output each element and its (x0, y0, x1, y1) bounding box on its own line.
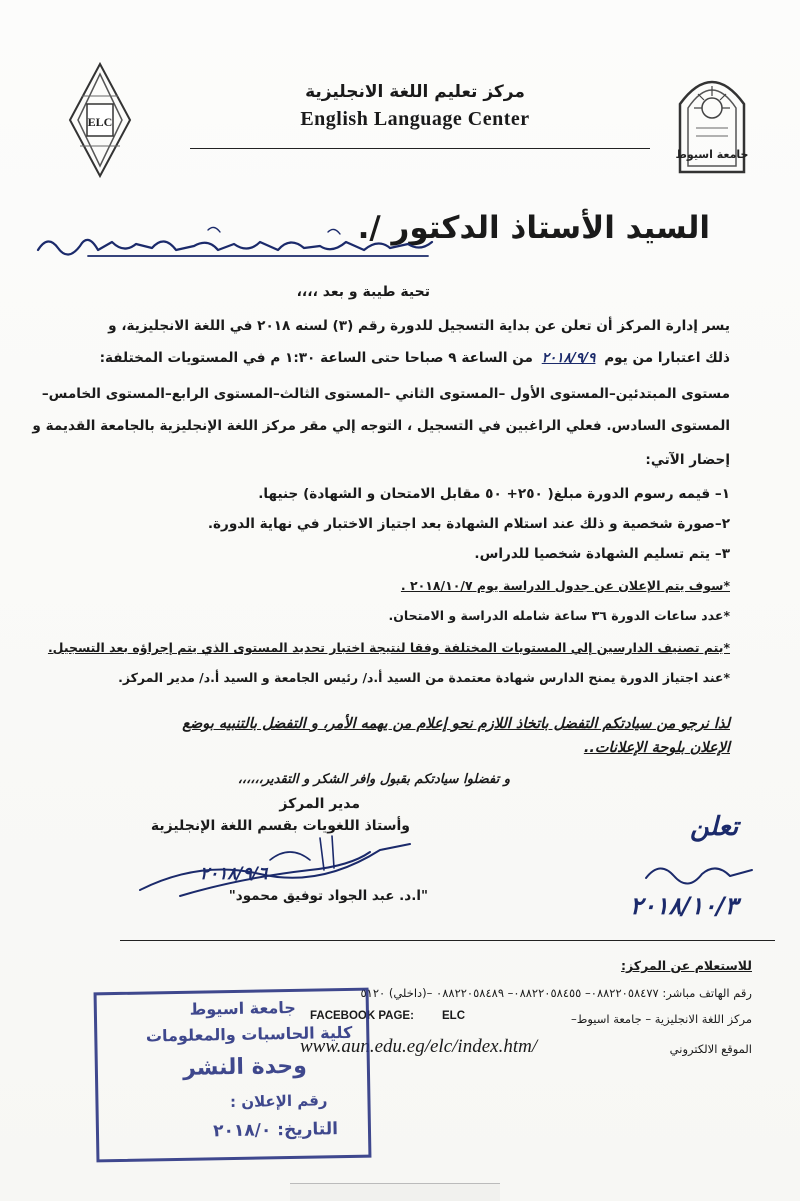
note-placement (40, 640, 730, 655)
signatory-position: وأستاذ اللغويات بقسم اللغة الإنجليزية (150, 818, 410, 834)
note-schedule-text: *سوف يتم الإعلان عن جدول الدراسة يوم ٢٠١٨/١٠/٧ . (400, 578, 730, 593)
body-line-1: يسر إدارة المركز أن تعلن عن بداية التسجيل للدورة رقم (٣) لسنه ٢٠١٨ في اللغة الانجليزية، و (108, 318, 730, 334)
body-line-4: المستوى السادس. فعلي الراغبين في التسجيل ، التوجه إلي مقر مركز اللغة الإنجليزية بالجامعة القديمة و (32, 418, 730, 434)
facebook-label: FACEBOOK PAGE: (310, 1010, 414, 1022)
request-line-1 (40, 716, 730, 732)
contact-phones: رقم الهاتف مباشر: ٠٨٨٢٢٠٥٨٤٧٧– ٠٨٨٢٢٠٥٨٤٥٥– ٠٨٨٢٢٠٥٨٤٨٩ –(داخلي) ٥١٢٠ (360, 986, 752, 1000)
stamp-line-5: التاريخ: ٢٠١٨/٠ (213, 1119, 339, 1142)
note-hours: *عدد ساعات الدورة ٣٦ ساعة شامله الدراسة و الامتحان. (388, 608, 730, 623)
handwritten-recipient-scribble (28, 220, 448, 270)
registration-date: ٢٠١٨/٩/٩ (541, 350, 596, 366)
body-line-2-start: ذلك اعتبارا من يوم (604, 350, 730, 366)
website-link[interactable]: www.aun.edu.eg/elc/index.htm/ (300, 1036, 538, 1057)
bottom-edge-mark (290, 1183, 500, 1201)
handwritten-note-date: ٢٠١٨/١٠/٣ (630, 892, 738, 920)
center-name-arabic: مركز تعليم اللغة الانجليزية (305, 82, 525, 102)
university-logo-icon (672, 66, 752, 176)
requirement-2: ٢–صورة شخصية و ذلك عند استلام الشهادة بعد اجتياز الاختبار في نهاية الدورة. (207, 516, 730, 532)
handwritten-note-word: تعلن (690, 812, 739, 842)
stamp-line-2: كلية الحاسبات والمعلومات (145, 1022, 353, 1046)
closing-line: و تفضلوا سيادتكم بقبول وافر الشكر و التقدير،،،،،، (237, 772, 510, 787)
svg-text:جامعة اسيوط: جامعة اسيوط (675, 148, 749, 161)
facebook-page-arabic: مركز اللغة الانجليزية – جامعة اسيوط– (570, 1012, 752, 1026)
stamp-line-1: جامعة اسيوط (189, 997, 296, 1019)
body-line-5: إحضار الآتي: (645, 452, 730, 468)
handwritten-note-scribble (640, 852, 760, 892)
website-label: الموقع الالكتروني (669, 1042, 752, 1056)
request-line-2 (40, 740, 730, 756)
stamp-line-3: وحدة النشر (182, 1053, 308, 1081)
body-line-2-end: من الساعة ٩ صباحا حتى الساعة ١:٣٠ م في المستويات المختلفة: (99, 350, 533, 366)
handwritten-signature-date: ٢٠١٨/٩/٦ (200, 864, 268, 884)
signatory-title: مدير المركز (279, 796, 360, 812)
request-line-1-text: لذا نرجو من سيادتكم التفضل باتخاذ اللازم نحو إعلام من يهمه الأمر، و التفضل بالتنبيه بوضع (182, 716, 730, 732)
footer-divider (120, 940, 775, 941)
body-line-2 (40, 350, 730, 366)
signatory-name: "ا.د. عبد الجواد توفيق محمود" (228, 888, 428, 904)
note-placement-text: *يتم تصنيف الدارسين إلي المستويات المختلفة وفقا لنتيجة اختبار تحديد المستوى الذي يتم إجراؤه بعد التسجيل. (47, 640, 730, 655)
body-line-3: مستوى المبتدئين–المستوى الأول –المستوى الثاني –المستوى الثالث–المستوى الرابع–المستوى الخامس– (41, 386, 730, 402)
greeting: تحية طيبة و بعد ،،،، (296, 284, 430, 300)
center-name-english: English Language Center (300, 108, 530, 130)
requirement-3: ٣– يتم تسليم الشهادة شخصيا للدراس. (474, 546, 730, 562)
elc-logo-icon (60, 60, 140, 180)
requirement-1: ١– قيمه رسوم الدورة مبلغ( ٢٥٠+ ٥٠ مقابل الامتحان و الشهادة) جنيها. (258, 486, 730, 502)
note-schedule (40, 578, 730, 593)
header-divider (190, 148, 650, 149)
salutation: السيد الأستاذ الدكتور /. (357, 210, 710, 246)
facebook-value[interactable]: ELC (442, 1010, 465, 1022)
publishing-unit-stamp (94, 988, 372, 1163)
stamp-line-4: رقم الإعلان : (229, 1091, 328, 1112)
svg-text:ELC: ELC (87, 115, 113, 129)
request-line-2-text: الإعلان بلوحة الإعلانات.. (583, 740, 730, 756)
contact-heading: للاستعلام عن المركز: (621, 958, 752, 973)
note-certificate: *عند اجتياز الدورة يمنح الدارس شهادة معتمدة من السيد أ.د/ رئيس الجامعة و السيد أ.د/ مدير المركز. (118, 670, 730, 685)
